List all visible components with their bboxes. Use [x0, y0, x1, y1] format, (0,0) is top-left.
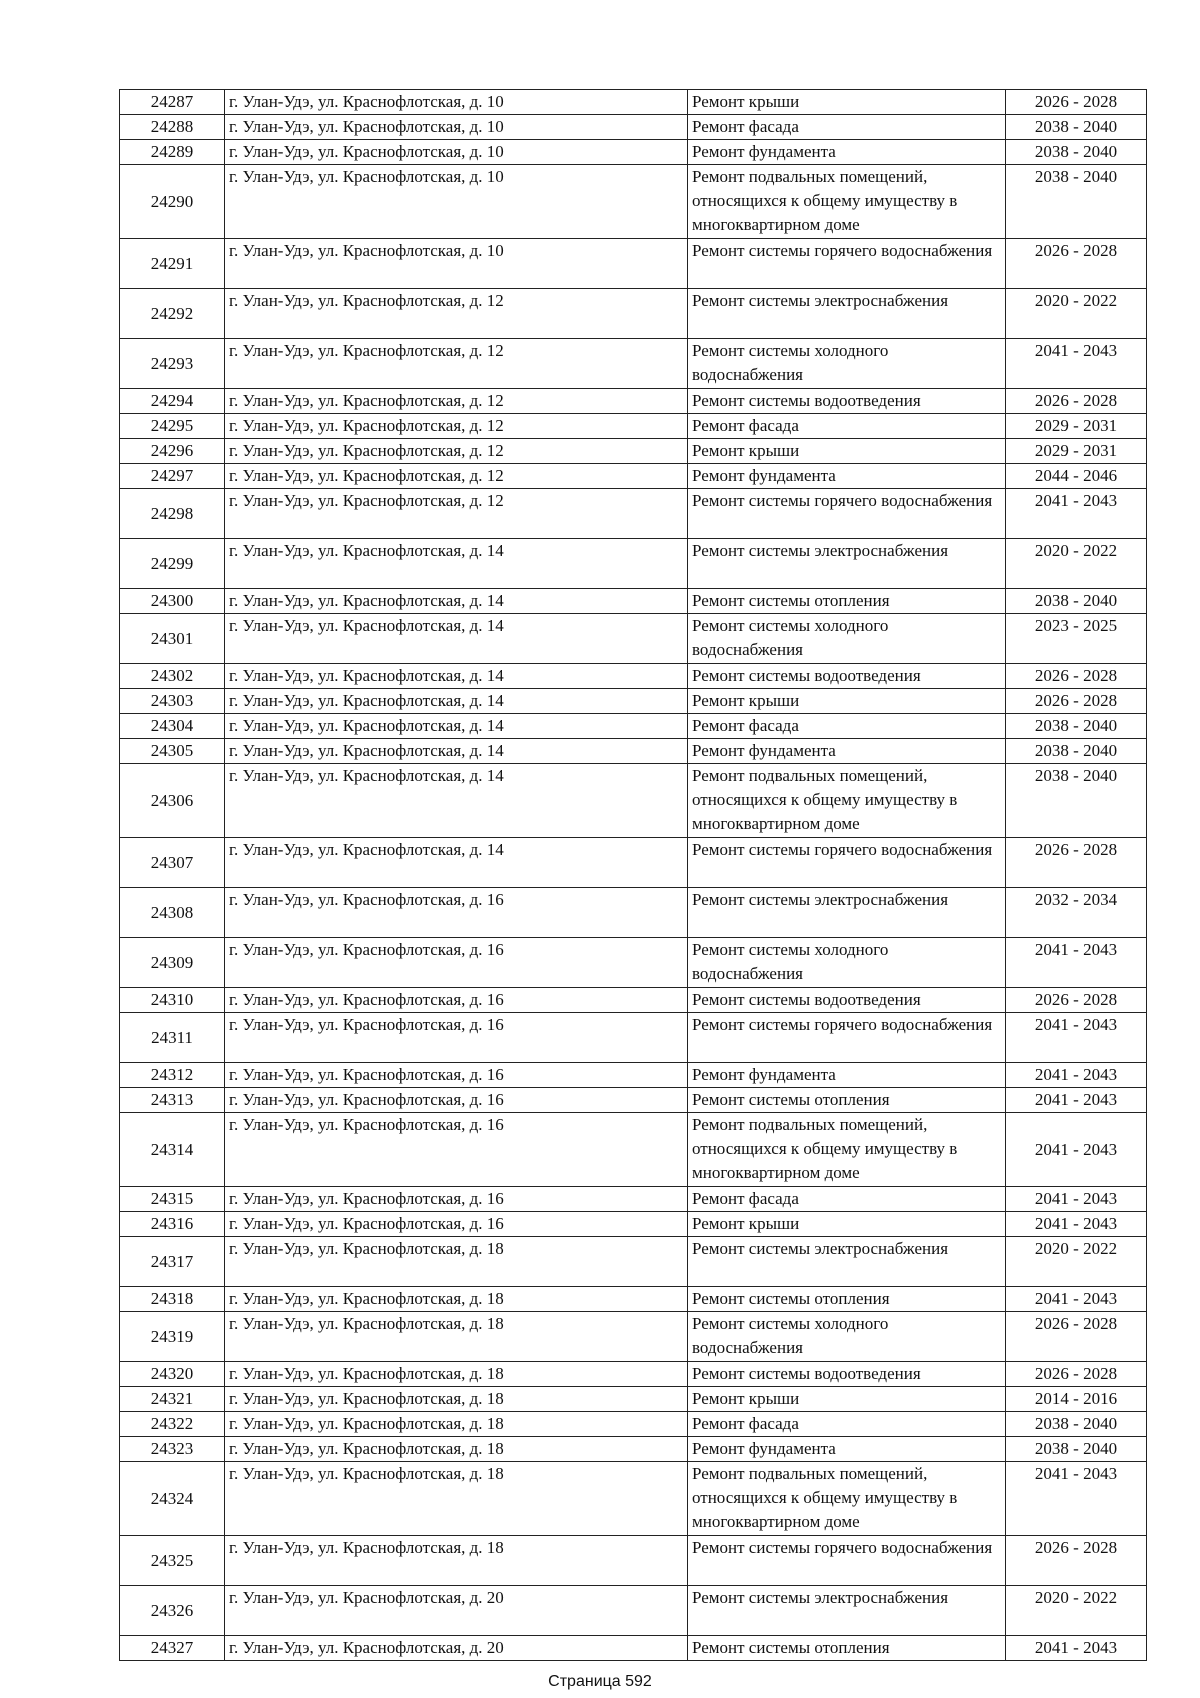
- work-type-cell: Ремонт системы холодного водоснабжения: [688, 938, 1006, 988]
- period-cell: 2041 - 2043: [1006, 1636, 1147, 1661]
- table-row: [120, 1387, 1147, 1412]
- record-number-cell: 24320: [120, 1362, 225, 1387]
- period-cell: 2020 - 2022: [1006, 1237, 1147, 1287]
- period-cell: 2026 - 2028: [1006, 1536, 1147, 1586]
- record-number-cell: 24327: [120, 1636, 225, 1661]
- period-cell: 2041 - 2043: [1006, 1287, 1147, 1312]
- address-cell: г. Улан-Удэ, ул. Краснофлотская, д. 18: [225, 1536, 688, 1586]
- period-cell: 2038 - 2040: [1006, 589, 1147, 614]
- period-cell: 2041 - 2043: [1006, 339, 1147, 389]
- table-row: [120, 1063, 1147, 1088]
- table-row: [120, 838, 1147, 888]
- period-cell: 2041 - 2043: [1006, 1212, 1147, 1237]
- address-cell: г. Улан-Удэ, ул. Краснофлотская, д. 16: [225, 1063, 688, 1088]
- record-number-cell: 24300: [120, 589, 225, 614]
- address-cell: г. Улан-Удэ, ул. Краснофлотская, д. 14: [225, 689, 688, 714]
- record-number-cell: 24297: [120, 464, 225, 489]
- record-number-cell: 24316: [120, 1212, 225, 1237]
- period-cell: 2041 - 2043: [1006, 1462, 1147, 1536]
- work-type-cell: Ремонт подвальных помещений, относящихся к общему имуществу в многоквартирном доме: [688, 1462, 1006, 1536]
- period-cell: 2041 - 2043: [1006, 1187, 1147, 1212]
- record-number-cell: 24293: [120, 339, 225, 389]
- works-table: [119, 89, 1147, 1661]
- work-type-cell: Ремонт системы электроснабжения: [688, 1586, 1006, 1636]
- work-type-cell: Ремонт крыши: [688, 1387, 1006, 1412]
- work-type-cell: Ремонт системы электроснабжения: [688, 888, 1006, 938]
- table-row: [120, 1287, 1147, 1312]
- address-cell: г. Улан-Удэ, ул. Краснофлотская, д. 16: [225, 1088, 688, 1113]
- address-cell: г. Улан-Удэ, ул. Краснофлотская, д. 12: [225, 339, 688, 389]
- table-row: [120, 689, 1147, 714]
- address-cell: г. Улан-Удэ, ул. Краснофлотская, д. 14: [225, 764, 688, 838]
- address-cell: г. Улан-Удэ, ул. Краснофлотская, д. 18: [225, 1237, 688, 1287]
- record-number-cell: 24288: [120, 115, 225, 140]
- page-number: Страница 592: [548, 1673, 652, 1690]
- address-cell: г. Улан-Удэ, ул. Краснофлотская, д. 18: [225, 1362, 688, 1387]
- period-cell: 2020 - 2022: [1006, 539, 1147, 589]
- table-row: [120, 1187, 1147, 1212]
- record-number-cell: 24303: [120, 689, 225, 714]
- work-type-cell: Ремонт фасада: [688, 115, 1006, 140]
- address-cell: г. Улан-Удэ, ул. Краснофлотская, д. 16: [225, 1187, 688, 1212]
- table-row: [120, 1088, 1147, 1113]
- period-cell: 2026 - 2028: [1006, 664, 1147, 689]
- record-number-cell: 24321: [120, 1387, 225, 1412]
- work-type-cell: Ремонт подвальных помещений, относящихся к общему имуществу в многоквартирном доме: [688, 1113, 1006, 1187]
- work-type-cell: Ремонт системы холодного водоснабжения: [688, 339, 1006, 389]
- table-row: [120, 739, 1147, 764]
- address-cell: г. Улан-Удэ, ул. Краснофлотская, д. 18: [225, 1387, 688, 1412]
- period-cell: 2026 - 2028: [1006, 1362, 1147, 1387]
- work-type-cell: Ремонт системы холодного водоснабжения: [688, 1312, 1006, 1362]
- period-cell: 2026 - 2028: [1006, 389, 1147, 414]
- work-type-cell: Ремонт подвальных помещений, относящихся к общему имуществу в многоквартирном доме: [688, 165, 1006, 239]
- period-cell: 2044 - 2046: [1006, 464, 1147, 489]
- table-row: [120, 714, 1147, 739]
- address-cell: г. Улан-Удэ, ул. Краснофлотская, д. 12: [225, 489, 688, 539]
- record-number-cell: 24322: [120, 1412, 225, 1437]
- record-number-cell: 24298: [120, 489, 225, 539]
- period-cell: 2041 - 2043: [1006, 1013, 1147, 1063]
- work-type-cell: Ремонт системы холодного водоснабжения: [688, 614, 1006, 664]
- address-cell: г. Улан-Удэ, ул. Краснофлотская, д. 10: [225, 115, 688, 140]
- address-cell: г. Улан-Удэ, ул. Краснофлотская, д. 16: [225, 1113, 688, 1187]
- table-row: [120, 489, 1147, 539]
- record-number-cell: 24290: [120, 165, 225, 239]
- table-row: [120, 539, 1147, 589]
- address-cell: г. Улан-Удэ, ул. Краснофлотская, д. 12: [225, 389, 688, 414]
- address-cell: г. Улан-Удэ, ул. Краснофлотская, д. 18: [225, 1462, 688, 1536]
- work-type-cell: Ремонт крыши: [688, 439, 1006, 464]
- record-number-cell: 24307: [120, 838, 225, 888]
- record-number-cell: 24304: [120, 714, 225, 739]
- work-type-cell: Ремонт фасада: [688, 714, 1006, 739]
- table-row: [120, 988, 1147, 1013]
- table-row: [120, 888, 1147, 938]
- address-cell: г. Улан-Удэ, ул. Краснофлотская, д. 10: [225, 90, 688, 115]
- period-cell: 2026 - 2028: [1006, 838, 1147, 888]
- record-number-cell: 24325: [120, 1536, 225, 1586]
- address-cell: г. Улан-Удэ, ул. Краснофлотская, д. 18: [225, 1287, 688, 1312]
- table-row: [120, 1636, 1147, 1661]
- period-cell: 2041 - 2043: [1006, 489, 1147, 539]
- record-number-cell: 24314: [120, 1113, 225, 1187]
- table-row: [120, 938, 1147, 988]
- period-cell: 2041 - 2043: [1006, 1063, 1147, 1088]
- work-type-cell: Ремонт фасада: [688, 414, 1006, 439]
- record-number-cell: 24309: [120, 938, 225, 988]
- record-number-cell: 24324: [120, 1462, 225, 1536]
- address-cell: г. Улан-Удэ, ул. Краснофлотская, д. 14: [225, 589, 688, 614]
- record-number-cell: 24317: [120, 1237, 225, 1287]
- table-row: [120, 764, 1147, 838]
- work-type-cell: Ремонт фасада: [688, 1187, 1006, 1212]
- table-row: [120, 664, 1147, 689]
- work-type-cell: Ремонт системы водоотведения: [688, 988, 1006, 1013]
- period-cell: 2038 - 2040: [1006, 1412, 1147, 1437]
- record-number-cell: 24301: [120, 614, 225, 664]
- period-cell: 2038 - 2040: [1006, 1437, 1147, 1462]
- table-row: [120, 339, 1147, 389]
- address-cell: г. Улан-Удэ, ул. Краснофлотская, д. 10: [225, 140, 688, 165]
- table-row: [120, 589, 1147, 614]
- table-row: [120, 614, 1147, 664]
- table-row: [120, 1412, 1147, 1437]
- address-cell: г. Улан-Удэ, ул. Краснофлотская, д. 14: [225, 614, 688, 664]
- work-type-cell: Ремонт крыши: [688, 689, 1006, 714]
- work-type-cell: Ремонт крыши: [688, 1212, 1006, 1237]
- table-row: [120, 1237, 1147, 1287]
- period-cell: 2032 - 2034: [1006, 888, 1147, 938]
- work-type-cell: Ремонт системы электроснабжения: [688, 289, 1006, 339]
- table-row: [120, 140, 1147, 165]
- period-cell: 2038 - 2040: [1006, 140, 1147, 165]
- record-number-cell: 24291: [120, 239, 225, 289]
- period-cell: 2029 - 2031: [1006, 439, 1147, 464]
- record-number-cell: 24287: [120, 90, 225, 115]
- record-number-cell: 24323: [120, 1437, 225, 1462]
- record-number-cell: 24289: [120, 140, 225, 165]
- work-type-cell: Ремонт системы отопления: [688, 1088, 1006, 1113]
- work-type-cell: Ремонт фундамента: [688, 1437, 1006, 1462]
- address-cell: г. Улан-Удэ, ул. Краснофлотская, д. 14: [225, 714, 688, 739]
- period-cell: 2038 - 2040: [1006, 165, 1147, 239]
- period-cell: 2038 - 2040: [1006, 115, 1147, 140]
- period-cell: 2020 - 2022: [1006, 289, 1147, 339]
- work-type-cell: Ремонт системы электроснабжения: [688, 539, 1006, 589]
- work-type-cell: Ремонт фасада: [688, 1412, 1006, 1437]
- work-type-cell: Ремонт системы отопления: [688, 1636, 1006, 1661]
- record-number-cell: 24308: [120, 888, 225, 938]
- record-number-cell: 24299: [120, 539, 225, 589]
- table-row: [120, 464, 1147, 489]
- table-row: [120, 1013, 1147, 1063]
- period-cell: 2026 - 2028: [1006, 239, 1147, 289]
- period-cell: 2014 - 2016: [1006, 1387, 1147, 1412]
- record-number-cell: 24312: [120, 1063, 225, 1088]
- record-number-cell: 24295: [120, 414, 225, 439]
- table-row: [120, 1536, 1147, 1586]
- work-type-cell: Ремонт подвальных помещений, относящихся к общему имуществу в многоквартирном доме: [688, 764, 1006, 838]
- record-number-cell: 24315: [120, 1187, 225, 1212]
- work-type-cell: Ремонт крыши: [688, 90, 1006, 115]
- address-cell: г. Улан-Удэ, ул. Краснофлотская, д. 16: [225, 938, 688, 988]
- period-cell: 2026 - 2028: [1006, 689, 1147, 714]
- period-cell: 2023 - 2025: [1006, 614, 1147, 664]
- table-row: [120, 1437, 1147, 1462]
- address-cell: г. Улан-Удэ, ул. Краснофлотская, д. 10: [225, 239, 688, 289]
- table-row: [120, 165, 1147, 239]
- table-row: [120, 414, 1147, 439]
- address-cell: г. Улан-Удэ, ул. Краснофлотская, д. 10: [225, 165, 688, 239]
- address-cell: г. Улан-Удэ, ул. Краснофлотская, д. 14: [225, 539, 688, 589]
- record-number-cell: 24310: [120, 988, 225, 1013]
- address-cell: г. Улан-Удэ, ул. Краснофлотская, д. 14: [225, 838, 688, 888]
- work-type-cell: Ремонт системы отопления: [688, 1287, 1006, 1312]
- table-row: [120, 1362, 1147, 1387]
- table-row: [120, 115, 1147, 140]
- address-cell: г. Улан-Удэ, ул. Краснофлотская, д. 16: [225, 888, 688, 938]
- address-cell: г. Улан-Удэ, ул. Краснофлотская, д. 16: [225, 1212, 688, 1237]
- work-type-cell: Ремонт системы горячего водоснабжения: [688, 1013, 1006, 1063]
- work-type-cell: Ремонт системы горячего водоснабжения: [688, 489, 1006, 539]
- record-number-cell: 24319: [120, 1312, 225, 1362]
- period-cell: 2026 - 2028: [1006, 1312, 1147, 1362]
- period-cell: 2041 - 2043: [1006, 1113, 1147, 1187]
- work-type-cell: Ремонт фундамента: [688, 464, 1006, 489]
- address-cell: г. Улан-Удэ, ул. Краснофлотская, д. 16: [225, 988, 688, 1013]
- table-row: [120, 239, 1147, 289]
- table-row: [120, 1113, 1147, 1187]
- work-type-cell: Ремонт системы водоотведения: [688, 1362, 1006, 1387]
- record-number-cell: 24296: [120, 439, 225, 464]
- record-number-cell: 24311: [120, 1013, 225, 1063]
- period-cell: 2026 - 2028: [1006, 988, 1147, 1013]
- table-row: [120, 439, 1147, 464]
- record-number-cell: 24326: [120, 1586, 225, 1636]
- address-cell: г. Улан-Удэ, ул. Краснофлотская, д. 16: [225, 1013, 688, 1063]
- work-type-cell: Ремонт системы водоотведения: [688, 664, 1006, 689]
- table-row: [120, 1312, 1147, 1362]
- work-type-cell: Ремонт системы электроснабжения: [688, 1237, 1006, 1287]
- work-type-cell: Ремонт системы горячего водоснабжения: [688, 1536, 1006, 1586]
- record-number-cell: 24292: [120, 289, 225, 339]
- work-type-cell: Ремонт системы отопления: [688, 589, 1006, 614]
- period-cell: 2029 - 2031: [1006, 414, 1147, 439]
- address-cell: г. Улан-Удэ, ул. Краснофлотская, д. 20: [225, 1586, 688, 1636]
- record-number-cell: 24318: [120, 1287, 225, 1312]
- table-row: [120, 1212, 1147, 1237]
- period-cell: 2041 - 2043: [1006, 938, 1147, 988]
- record-number-cell: 24305: [120, 739, 225, 764]
- period-cell: 2041 - 2043: [1006, 1088, 1147, 1113]
- record-number-cell: 24294: [120, 389, 225, 414]
- address-cell: г. Улан-Удэ, ул. Краснофлотская, д. 14: [225, 739, 688, 764]
- table-row: [120, 389, 1147, 414]
- period-cell: 2038 - 2040: [1006, 764, 1147, 838]
- address-cell: г. Улан-Удэ, ул. Краснофлотская, д. 12: [225, 289, 688, 339]
- work-type-cell: Ремонт фундамента: [688, 739, 1006, 764]
- address-cell: г. Улан-Удэ, ул. Краснофлотская, д. 12: [225, 439, 688, 464]
- record-number-cell: 24306: [120, 764, 225, 838]
- period-cell: 2020 - 2022: [1006, 1586, 1147, 1636]
- table-row: [120, 1462, 1147, 1536]
- address-cell: г. Улан-Удэ, ул. Краснофлотская, д. 18: [225, 1412, 688, 1437]
- work-type-cell: Ремонт системы горячего водоснабжения: [688, 838, 1006, 888]
- table-row: [120, 289, 1147, 339]
- table-row: [120, 90, 1147, 115]
- address-cell: г. Улан-Удэ, ул. Краснофлотская, д. 18: [225, 1312, 688, 1362]
- period-cell: 2038 - 2040: [1006, 739, 1147, 764]
- record-number-cell: 24313: [120, 1088, 225, 1113]
- address-cell: г. Улан-Удэ, ул. Краснофлотская, д. 12: [225, 414, 688, 439]
- table-body: [120, 90, 1147, 1661]
- work-type-cell: Ремонт фундамента: [688, 1063, 1006, 1088]
- address-cell: г. Улан-Удэ, ул. Краснофлотская, д. 18: [225, 1437, 688, 1462]
- period-cell: 2038 - 2040: [1006, 714, 1147, 739]
- work-type-cell: Ремонт системы водоотведения: [688, 389, 1006, 414]
- address-cell: г. Улан-Удэ, ул. Краснофлотская, д. 20: [225, 1636, 688, 1661]
- address-cell: г. Улан-Удэ, ул. Краснофлотская, д. 14: [225, 664, 688, 689]
- period-cell: 2026 - 2028: [1006, 90, 1147, 115]
- record-number-cell: 24302: [120, 664, 225, 689]
- address-cell: г. Улан-Удэ, ул. Краснофлотская, д. 12: [225, 464, 688, 489]
- work-type-cell: Ремонт системы горячего водоснабжения: [688, 239, 1006, 289]
- table-row: [120, 1586, 1147, 1636]
- work-type-cell: Ремонт фундамента: [688, 140, 1006, 165]
